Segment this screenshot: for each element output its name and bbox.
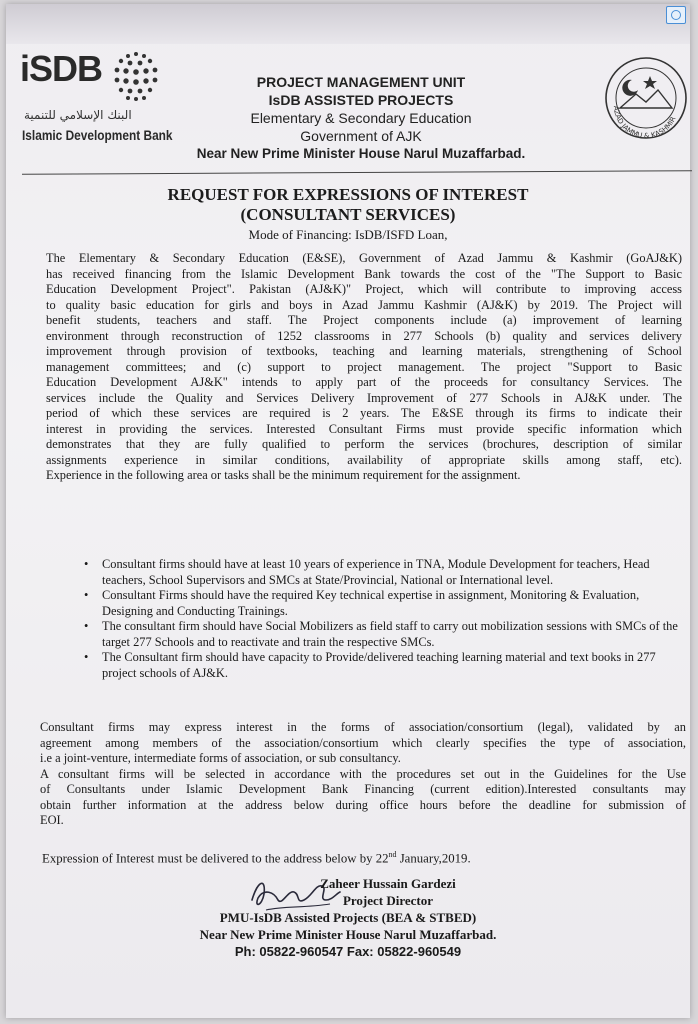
isdb-logo-english: Islamic Development Bank <box>22 128 173 143</box>
list-item-text: Consultant Firms should have the required Key technical expertise in assignment, Monitoring & Evaluation, Designing and Conducting Trainings. <box>102 588 640 618</box>
list-item-text: The Consultant firm should have capacity to Provide/delivered teaching learning material and text books in 277 project schools of AJ&K. <box>102 650 656 680</box>
header-pmu: PROJECT MANAGEMENT UNIT <box>256 74 466 90</box>
paragraph-line: assignments experience in similar conditions, availability of appropriate skills among staff, etc). <box>46 452 682 467</box>
header-government: Government of AJK <box>300 128 422 144</box>
bullet-icon: • <box>84 588 89 602</box>
list-item <box>84 588 684 619</box>
paragraph-line: period of which these services are required is 2 years. The E&SE through its firms to indicate their <box>46 406 682 420</box>
list-item-text: Consultant firms should have at least 10 years of experience in TNA, Module Development for teachers, Head teachers, School Supervisors and SMCs at State/Provincial, National or International level. <box>102 557 650 587</box>
submission-deadline <box>42 850 471 866</box>
signatory-organization: PMU-IsDB Assisted Projects (BEA & STBED) <box>219 910 477 925</box>
intro-paragraph <box>46 251 682 484</box>
contact-numbers: Ph: 05822-960547 Fax: 05822-960549 <box>234 944 462 959</box>
paragraph-line: Consultant firms may express interest in the forms of association/consortium (legal), validated by an <box>40 720 686 734</box>
paragraph-line: demonstrates that they are fully qualified to perform the services (brochures, description of similar <box>46 437 682 451</box>
signatory-title: Project Director <box>342 893 434 908</box>
header-department: Elementary & Secondary Education <box>250 110 472 126</box>
paragraph-line: services include the Quality and Services Delivery Improvement of 277 Schools in AJ&K under. The <box>46 390 682 405</box>
page-subtitle: (CONSULTANT SERVICES) <box>240 205 456 224</box>
bullet-icon: • <box>84 557 89 571</box>
bullet-icon: • <box>84 650 89 664</box>
header-divider <box>22 170 692 175</box>
header-isdb-projects: IsDB ASSISTED PROJECTS <box>268 92 454 108</box>
list-item <box>84 619 684 650</box>
requirements-list <box>84 557 684 681</box>
paragraph-line: Experience in the following area or tasks shall be the minimum requirement for the assignment. <box>46 468 521 482</box>
list-item <box>84 650 684 681</box>
isdb-logo-mark: iSDB <box>20 48 103 89</box>
page-title: REQUEST FOR EXPRESSIONS OF INTEREST <box>167 185 529 204</box>
deadline-date: January,2019. <box>396 851 471 866</box>
image-viewer-icon[interactable] <box>666 6 686 24</box>
paragraph-line: to quality basic education for girls and boys in Azad Jammu Kashmir (AJ&K) by 2019. The Project will <box>46 297 682 312</box>
deadline-ordinal: nd <box>388 850 397 859</box>
paragraph-line: A consultant firms will be selected in accordance with the procedures set out in the Guidelines for the Use <box>40 766 686 781</box>
paragraph-line: benefit students, teachers and staff. The Project components include (a) improvement of learning <box>46 313 682 327</box>
isdb-logo-arabic: البنك الإسلامي للتنمية <box>24 108 132 122</box>
signatory-name: Zaheer Hussain Gardezi <box>320 876 456 891</box>
paragraph-line: obtain further information at the address below during office hours before the deadline for submission of <box>40 797 686 812</box>
deadline-text: Expression of Interest must be delivered to the address below by 22 <box>42 851 389 866</box>
isdb-globe-icon <box>108 48 164 104</box>
list-item-text: The consultant firm should have Social Mobilizers as field staff to carry out mobilization sessions with SMCs of the target 277 Schools and to reactivate and train the respective SMCs. <box>102 619 678 649</box>
paragraph-line: improvement through provision of textbooks, teaching and learning materials, strengthening of School <box>46 344 682 358</box>
paragraph-line: of Consultants under Islamic Development Bank Financing (current edition).Interested consultants may <box>40 782 686 796</box>
paragraph-line: has received financing from the Islamic Development Bank towards the cost of the "The Support to Basic <box>46 266 682 281</box>
paragraph-line: Education Development Project". Pakistan (AJ&K)" Project, which will contribute to improving access <box>46 282 682 296</box>
paragraph-line: agreement among members of the association/consortium which clearly specifies the type of association, <box>40 735 686 750</box>
header-address: Near New Prime Minister House Narul Muzaffarbad. <box>196 146 526 161</box>
scan-top-shadow <box>6 4 690 44</box>
paragraph-line: The Elementary & Secondary Education (E&SE), Government of Azad Jammu & Kashmir (GoAJ&K) <box>46 251 682 265</box>
svg-text:AZAD JAMMU & KASHMIR <box>612 106 678 141</box>
signatory-address: Near New Prime Minister House Narul Muzaffarbad. <box>199 927 497 942</box>
list-item <box>84 557 684 588</box>
paragraph-line: management committees; and (c) support to project management. The project "Support to Basic <box>46 359 682 374</box>
financing-mode: Mode of Financing: IsDB/ISFD Loan, <box>248 227 448 242</box>
bullet-icon: • <box>84 619 89 633</box>
seal-text: AZAD JAMMU & KASHMIR <box>611 105 678 141</box>
paragraph-line: Education Development AJ&K" intends to apply part of the proceeds for consultancy Services. The <box>46 375 682 389</box>
closing-paragraphs <box>40 720 686 829</box>
document-page <box>6 4 690 1018</box>
paragraph-line: i.e a joint-venture, intermediate forms of association, or sub consultancy. <box>40 751 401 765</box>
isdb-logo <box>20 48 173 148</box>
ajk-seal-icon <box>602 54 690 142</box>
paragraph-line: EOI. <box>40 813 64 827</box>
paragraph-line: interest in providing the services. Interested Consultant Firms must provide specific information which <box>46 421 682 436</box>
paragraph-line: environment through reconstruction of 1252 classrooms in 277 Schools (b) quality and services delivery <box>46 328 682 343</box>
